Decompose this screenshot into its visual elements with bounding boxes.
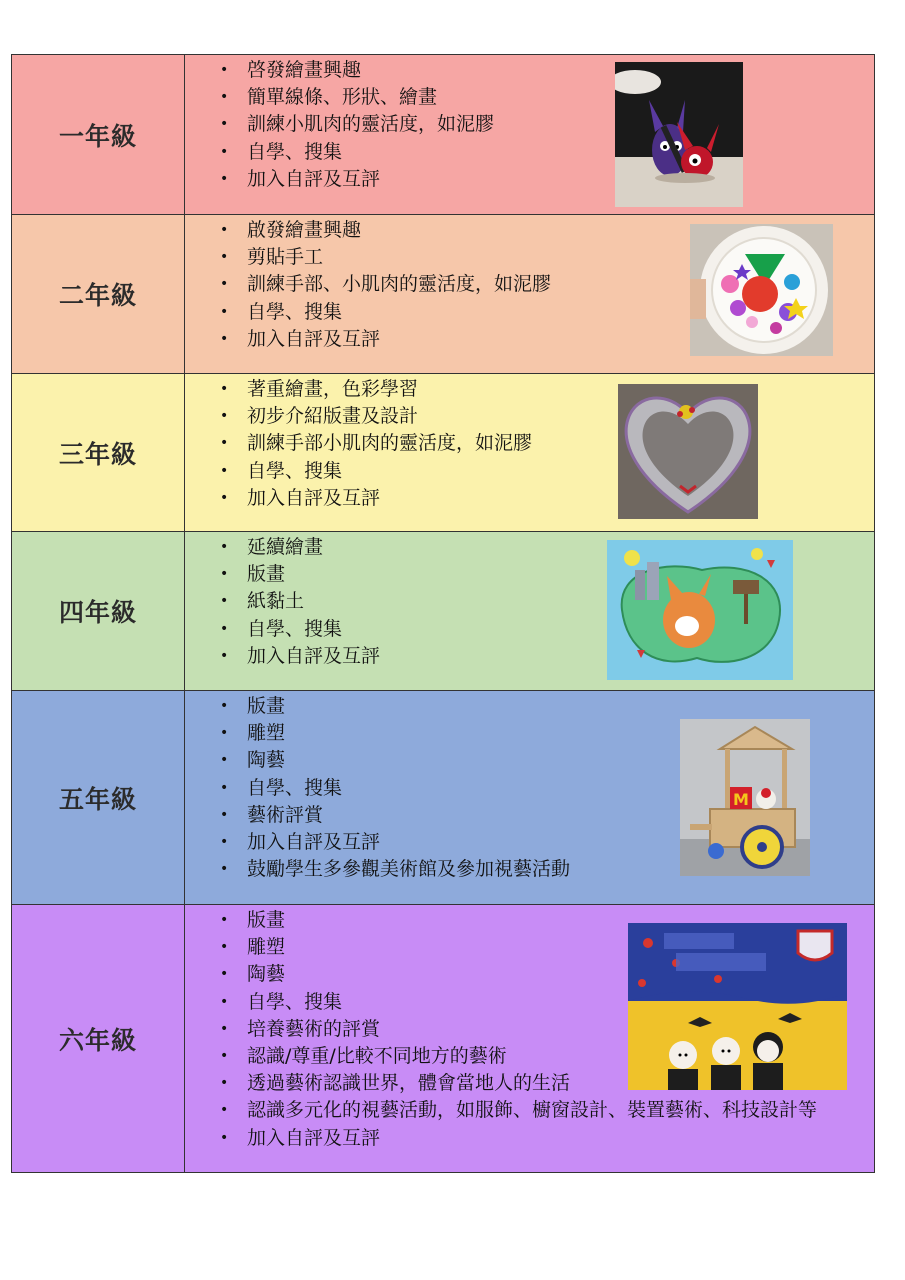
list-item: • 自學、搜集 (247, 139, 874, 166)
list-item: • 陶藝 (247, 747, 874, 774)
list-item: • 培養藝術的評賞 (247, 1016, 874, 1043)
list-item: • 鼓勵學生多參觀美術館及參加視藝活動 (247, 856, 874, 883)
list-item: • 剪貼手工 (247, 244, 874, 271)
grade-label: 五年級 (12, 691, 185, 904)
list-item: • 啓發繪畫興趣 (247, 57, 874, 84)
grade-row-5 (12, 691, 875, 905)
grade-row-3 (12, 374, 875, 532)
list-item: • 雕塑 (247, 934, 874, 961)
curriculum-table (11, 54, 875, 1173)
list-item: • 透過藝術認識世界，體會當地人的生活 (247, 1070, 874, 1097)
grade-content (185, 691, 874, 904)
list-item: • 加入自評及互評 (247, 643, 874, 670)
item-list (185, 376, 874, 512)
grade-content (185, 374, 874, 531)
list-item: • 簡單線條、形狀、繪畫 (247, 84, 874, 111)
list-item: • 自學、搜集 (247, 775, 874, 802)
list-item: • 認識多元化的視藝活動，如服飾、櫥窗設計、裝置藝術、科技設計等 (247, 1097, 874, 1124)
list-item: • 自學、搜集 (247, 989, 874, 1016)
grade-label: 四年級 (12, 532, 185, 690)
grade-row-1 (12, 55, 875, 215)
list-item: • 認識/尊重/比較不同地方的藝術 (247, 1043, 874, 1070)
list-item: • 版畫 (247, 907, 874, 934)
grade-content (185, 215, 874, 373)
list-item: • 啟發繪畫興趣 (247, 217, 874, 244)
grade-content (185, 55, 874, 214)
grade-row-6 (12, 905, 875, 1173)
item-list (185, 57, 874, 193)
grade-label: 一年級 (12, 55, 185, 214)
fox-painting-photo (607, 540, 793, 680)
grade-label: 六年級 (12, 905, 185, 1172)
grade-content (185, 905, 874, 1172)
grade-content (185, 532, 874, 690)
list-item: • 加入自評及互評 (247, 326, 874, 353)
list-item: • 紙黏土 (247, 588, 874, 615)
list-item: • 訓練手部、小肌肉的靈活度，如泥膠 (247, 271, 874, 298)
grade-row-4 (12, 532, 875, 691)
list-item: • 訓練小肌肉的靈活度，如泥膠 (247, 111, 874, 138)
paper-plate-collage-photo (690, 224, 833, 356)
list-item: • 版畫 (247, 561, 874, 588)
list-item: • 藝術評賞 (247, 802, 874, 829)
grade-label: 三年級 (12, 374, 185, 531)
list-item: • 初步介紹版畫及設計 (247, 403, 874, 430)
list-item: • 延續繪畫 (247, 534, 874, 561)
list-item: • 加入自評及互評 (247, 829, 874, 856)
list-item: • 雕塑 (247, 720, 874, 747)
wooden-cart-model-photo (680, 719, 810, 876)
list-item: • 版畫 (247, 693, 874, 720)
list-item: • 訓練手部小肌肉的靈活度，如泥膠 (247, 430, 874, 457)
clay-figures-photo (615, 62, 743, 207)
foil-heart-frame-photo (618, 384, 758, 519)
list-item: • 自學、搜集 (247, 299, 874, 326)
grade-row-2 (12, 215, 875, 374)
svg-text:M: M (733, 790, 749, 809)
graduation-painting-photo (628, 923, 847, 1090)
grade-label: 二年級 (12, 215, 185, 373)
list-item: • 自學、搜集 (247, 616, 874, 643)
list-item: • 著重繪畫，色彩學習 (247, 376, 874, 403)
list-item: • 加入自評及互評 (247, 166, 874, 193)
list-item: • 自學、搜集 (247, 458, 874, 485)
list-item: • 加入自評及互評 (247, 1125, 874, 1152)
list-item: • 加入自評及互評 (247, 485, 874, 512)
list-item: • 陶藝 (247, 961, 874, 988)
